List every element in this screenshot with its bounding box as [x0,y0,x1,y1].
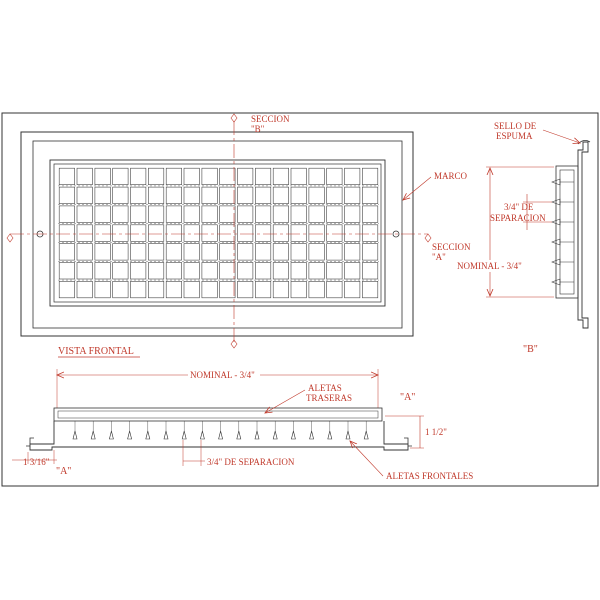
louver-cell [202,187,217,204]
louver-cell [131,263,146,280]
louver-cell [255,244,270,261]
louver-cell [255,206,270,223]
louver-cell [291,281,306,298]
section-b-marker-top [231,114,237,122]
front-fin [73,431,77,439]
louver-cell [184,263,199,280]
section-a-label: SECCION [432,242,471,252]
louver-cell [131,244,146,261]
louver-cell [148,225,163,242]
louver-cell [345,225,360,242]
louver-cell [362,187,377,204]
louver-cell [291,187,306,204]
drawing-border [2,113,598,486]
louver-cell [131,225,146,242]
louver-cell [220,206,235,223]
louver-cell [148,206,163,223]
front-fin [164,431,168,439]
louver-cell [95,225,110,242]
section-b-label: SECCION [251,114,290,124]
louver-cell [220,187,235,204]
louver-cell [238,168,253,185]
louver-cell [273,244,288,261]
rear-fins-leader [265,390,305,413]
louver-cell [255,281,270,298]
louver-cell [327,168,342,185]
louver-cell [59,244,74,261]
louver-cell [255,225,270,242]
louver-cell [131,168,146,185]
section-view-a [12,369,473,481]
louver-cell [113,168,128,185]
louver-cell [59,225,74,242]
spacing-label-2: SEPARACION [490,213,546,223]
louver-cell [95,187,110,204]
louver-cell [77,263,92,280]
louver-cell [166,168,181,185]
louver-cell [95,168,110,185]
front-fin [200,431,204,439]
louver-cell [166,244,181,261]
foam-seal-label-2: ESPUMA [496,131,533,141]
rear-fin-bar-outer [54,408,382,421]
louver-cell [113,244,128,261]
louver-cell [202,263,217,280]
louver-grid [58,168,379,298]
louver-cell [255,168,270,185]
front-view [7,114,471,357]
louver-cell [148,281,163,298]
louver-cell [184,244,199,261]
rear-fins-label-2: TRASERAS [306,393,353,403]
louver-cell [131,281,146,298]
louver-cell [184,168,199,185]
louver-cell [95,281,110,298]
louver-cell [220,281,235,298]
louver-cell [166,263,181,280]
louver-cell [148,244,163,261]
louver-cell [148,168,163,185]
louver-cell [309,187,324,204]
louver-cell [327,244,342,261]
louver-cell [273,168,288,185]
front-view-title: VISTA FRONTAL [58,346,134,357]
louver-cell [148,187,163,204]
louver-cell [220,263,235,280]
front-fin [291,431,295,439]
front-fins-label: ALETAS FRONTALES [386,471,474,481]
side-body-inner [560,170,574,294]
front-fin [182,431,186,439]
louver-cell [95,244,110,261]
louver-cell [309,225,324,242]
section-tag-left: "A" [56,466,72,477]
louver-cell [184,206,199,223]
louver-cell [59,263,74,280]
louver-cell [59,168,74,185]
louver-cell [273,187,288,204]
louver-cell [202,206,217,223]
louver-cell [345,168,360,185]
louver-cell [362,225,377,242]
front-fin [109,431,113,439]
louver-cell [77,206,92,223]
louver-cell [184,281,199,298]
louver-cell [327,225,342,242]
louver-cell [309,263,324,280]
louver-cell [238,206,253,223]
louver-cell [77,168,92,185]
louver-cell [255,263,270,280]
front-fin [219,431,223,439]
louver-cell [238,187,253,204]
louver-cell [327,187,342,204]
front-fin [91,431,95,439]
section-nominal-label: NOMINAL - 3/4" [190,370,255,380]
rear-fins-label: ALETAS [308,383,342,393]
side-nominal-label: NOMINAL - 3/4" [457,261,522,271]
louver-cell [291,168,306,185]
louver-cell [345,281,360,298]
louver-cell [345,206,360,223]
section-a-marker-right [425,234,431,242]
front-fin [146,431,150,439]
louver-cell [255,187,270,204]
louver-cell [95,263,110,280]
louver-cell [202,244,217,261]
louver-cell [327,281,342,298]
frame-label: MARCO [434,171,468,181]
height-label: 1 1/2" [425,427,447,437]
louver-cell [362,281,377,298]
louver-cell [202,281,217,298]
louver-cell [327,206,342,223]
louver-cell [113,225,128,242]
section-tag-right: "A" [400,392,416,403]
louver-cell [77,225,92,242]
louver-cell [291,206,306,223]
section-b-tag: "B" [251,124,265,134]
louver-cell [77,244,92,261]
front-fin [128,431,132,439]
louver-cell [166,206,181,223]
louver-cell [309,281,324,298]
front-fin [364,431,368,439]
louver-cell [220,225,235,242]
louver-cell [113,263,128,280]
louver-cell [238,244,253,261]
front-fins-leader [350,441,383,476]
frame-leader [403,177,431,200]
side-view-b [455,121,590,355]
front-fin [328,431,332,439]
front-fin [255,431,259,439]
front-fin-row [73,421,368,439]
louver-cell [291,263,306,280]
louver-cell [362,244,377,261]
louver-cell [345,187,360,204]
louver-cell [113,187,128,204]
section-spacing-label: 3/4" DE SEPARACION [207,457,295,467]
louver-cell [273,225,288,242]
front-fin [237,431,241,439]
louver-cell [59,187,74,204]
louver-cell [95,206,110,223]
louver-cell [113,281,128,298]
louver-cell [131,206,146,223]
louver-cell [184,187,199,204]
louver-cell [362,206,377,223]
louver-cell [273,281,288,298]
louver-cell [148,263,163,280]
louver-cell [202,225,217,242]
section-a-tag: "A" [432,252,446,262]
section-a-marker-left [7,234,13,242]
louver-cell [362,263,377,280]
louver-cell [202,168,217,185]
louver-cell [220,168,235,185]
louver-cell [113,206,128,223]
side-fin-ticks [552,179,574,285]
side-view-tag: "B" [523,344,538,355]
louver-cell [291,244,306,261]
louver-cell [238,281,253,298]
louver-cell [184,225,199,242]
louver-cell [166,187,181,204]
side-body-outer [556,166,578,298]
louver-cell [345,244,360,261]
louver-cell [309,206,324,223]
louver-cell [238,263,253,280]
louver-cell [166,281,181,298]
spacing-label: 3/4" DE [504,202,534,212]
louver-cell [59,281,74,298]
louver-cell [309,244,324,261]
louver-cell [220,244,235,261]
louver-cell [59,206,74,223]
front-fin [346,431,350,439]
front-fin [310,431,314,439]
foam-seal-leader [543,130,580,143]
louver-cell [362,168,377,185]
rear-fin-bar-inner [58,411,378,418]
louver-cell [291,225,306,242]
louver-cell [77,187,92,204]
louver-cell [238,225,253,242]
louver-cell [345,263,360,280]
louver-cell [131,187,146,204]
flange-label: 1 3/16" [23,457,50,467]
louver-cell [166,225,181,242]
louver-cell [309,168,324,185]
louver-cell [273,206,288,223]
side-flange [578,142,588,328]
front-fin [273,431,277,439]
section-body [30,421,408,450]
louver-cell [273,263,288,280]
louver-cell [77,281,92,298]
louver-cell [327,263,342,280]
foam-seal-label: SELLO DE [494,121,537,131]
